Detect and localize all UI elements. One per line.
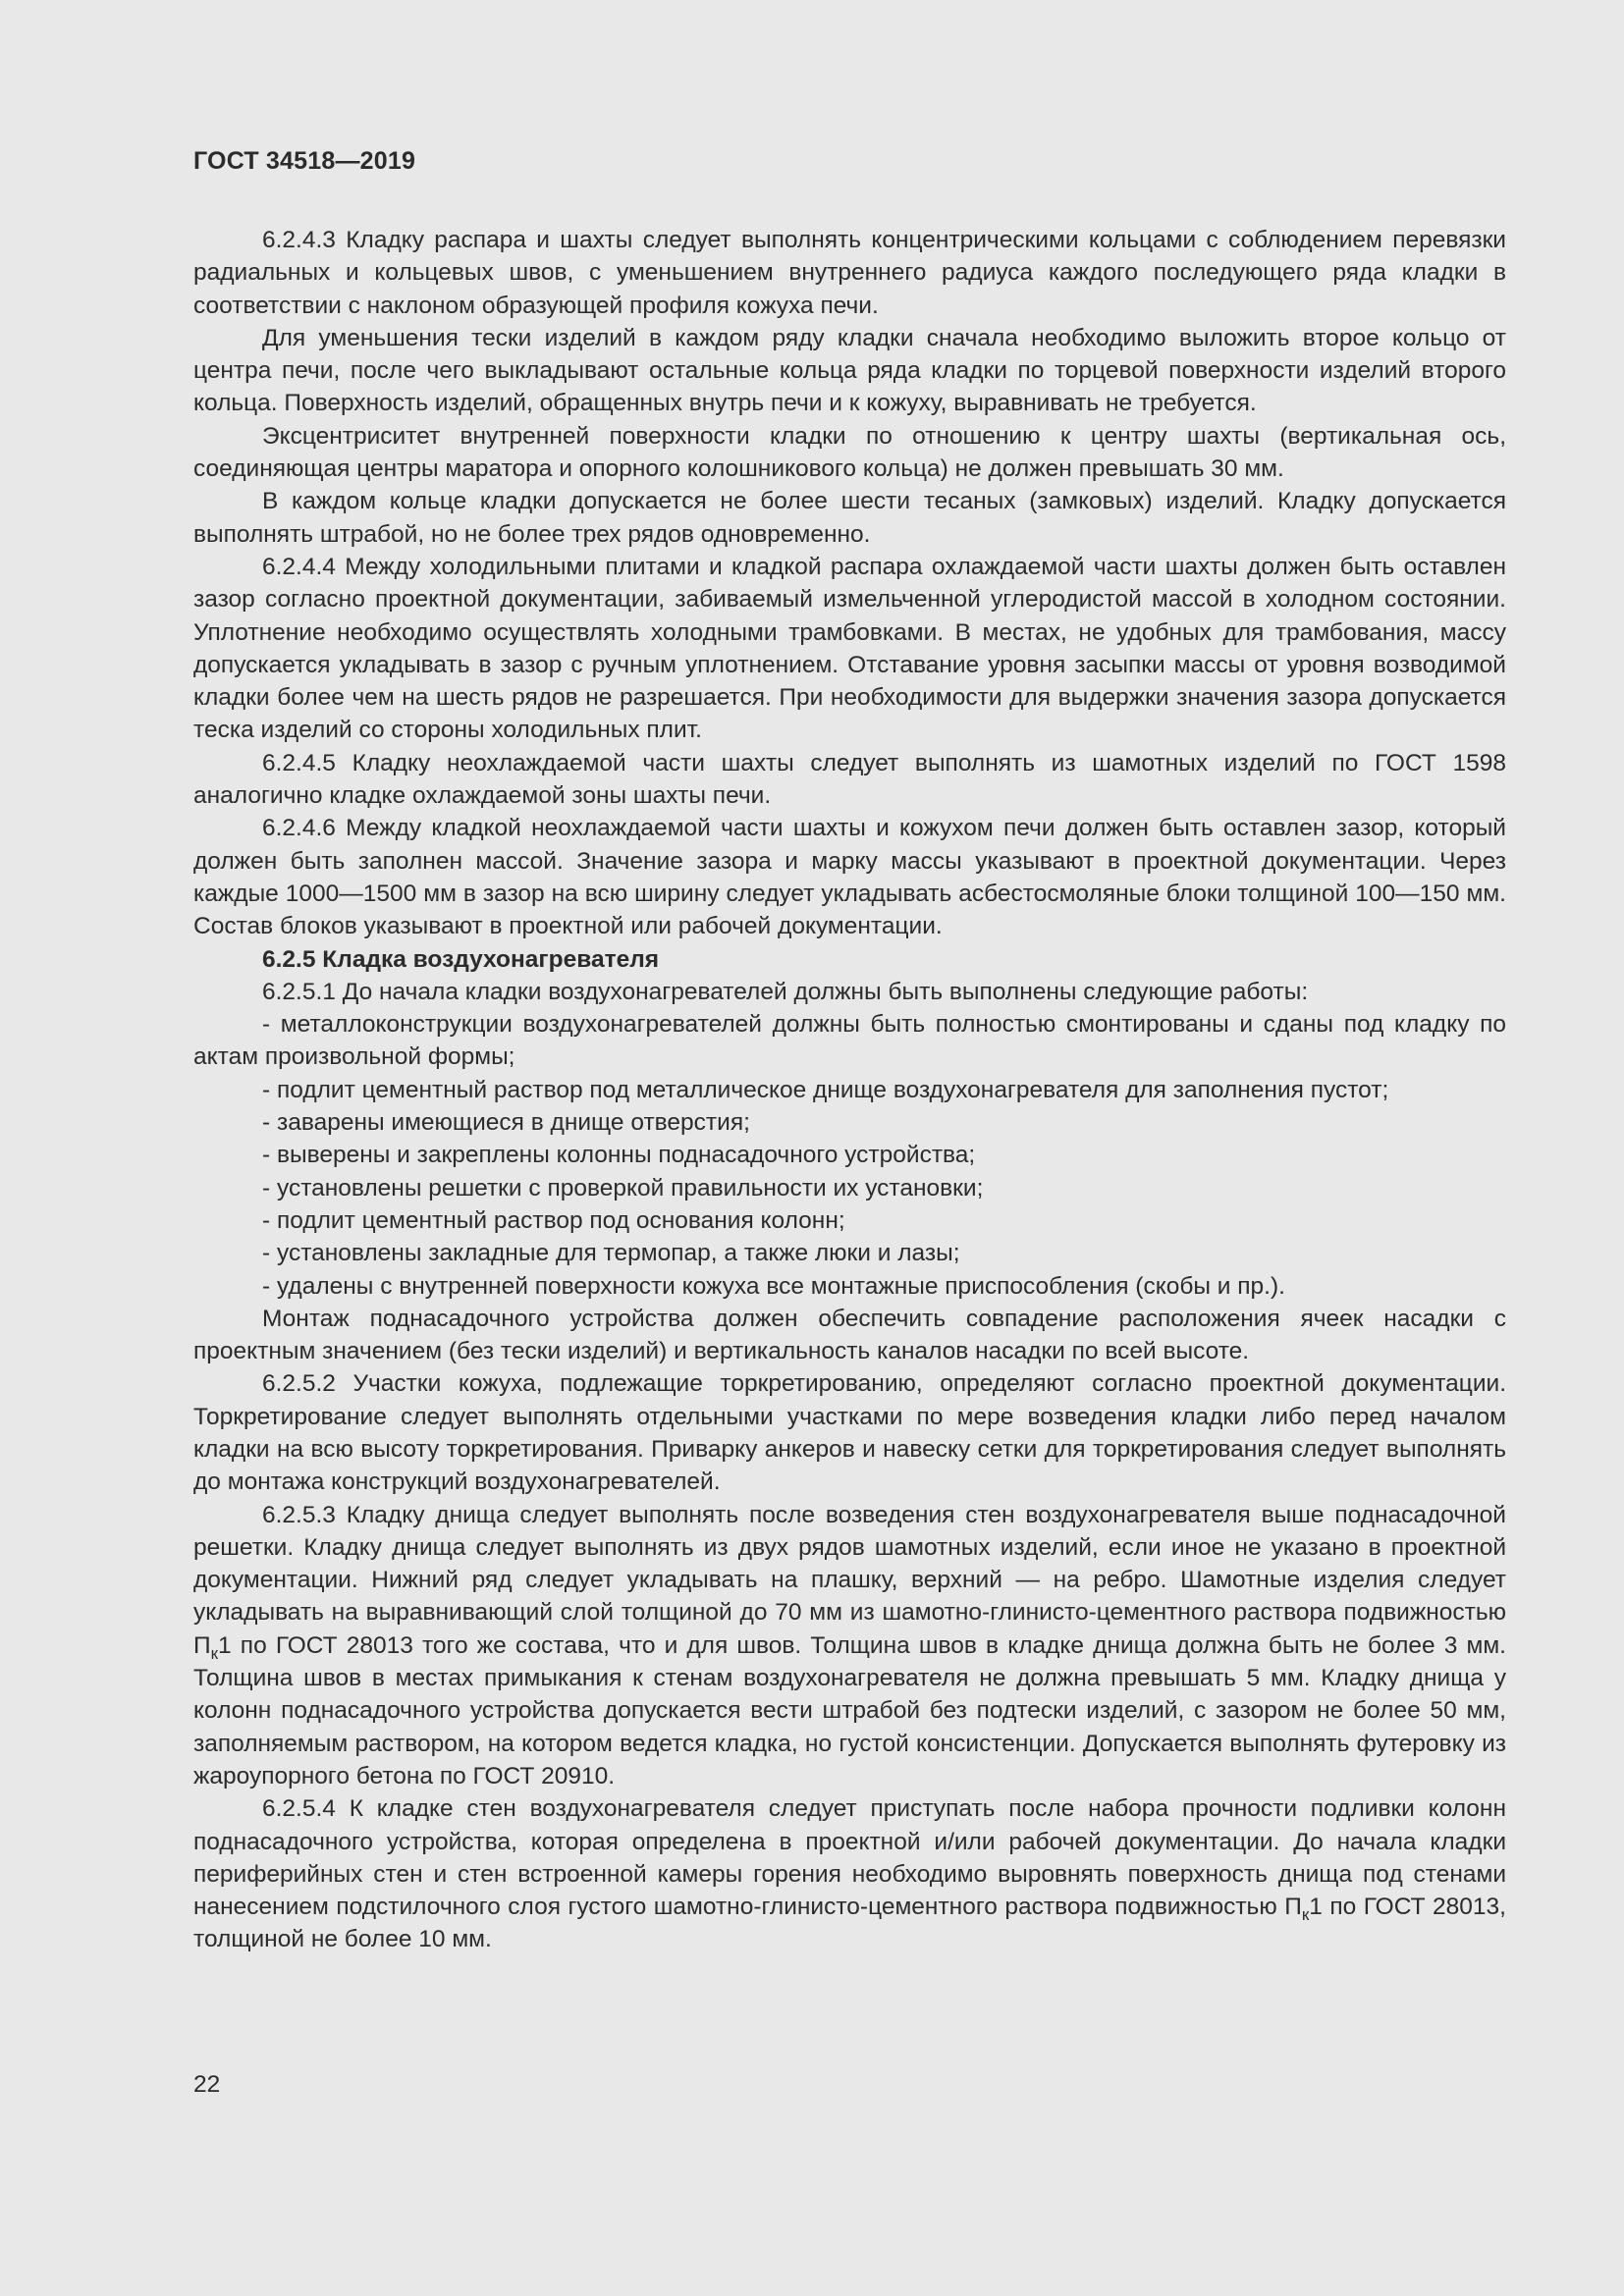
paragraph: Эксцентриситет внутренней поверхности кладки по отношению к центру шахты (вертикальная ось, соединяющая центры маратора и опорного колошникового кольца) не должен превышать 30 мм.	[193, 422, 1506, 483]
list-item: - металлоконструкции воздухонагревателей должны быть полностью смонтированы и сданы под кладку по актам произвольной формы;	[193, 1011, 1506, 1071]
list-item: - заварены имеющиеся в днище отверстия;	[262, 1109, 750, 1137]
section-heading-6-2-5: 6.2.5 Кладка воздухонагревателя	[262, 945, 660, 973]
document-body	[193, 224, 1506, 1956]
paragraph-6-2-5-1: 6.2.5.1 До начала кладки воздухонагревателей должны быть выполнены следующие работы:	[262, 978, 1309, 1005]
paragraph-6-2-4-4: 6.2.4.4 Между холодильными плитами и кладкой распара охлаждаемой части шахты должен быть оставлен зазор согласно проектной документации, забиваемый измельченной углеродистой массой в холодном состоянии. Уплотнение необходимо осуществлять холодными трамбовками. В местах, не удобных для трамбования, массу допускается укладывать в зазор с ручным уплотнением. Отставание уровня засыпки массы от уровня возводимой кладки более чем на шесть рядов не разрешается. При необходимости для выдержки значения зазора допускается теска изделий со стороны холодильных плит.	[193, 553, 1506, 744]
paragraph-6-2-5-4	[193, 1792, 1506, 1955]
paragraph: Монтаж поднасадочного устройства должен обеспечить совпадение расположения ячеек насадки с проектным значением (без тески изделий) и вертикальность каналов насадки по всей высоте.	[193, 1305, 1506, 1365]
paragraph-6-2-4-3: 6.2.4.3 Кладку распара и шахты следует выполнять концентрическими кольцами с соблюдением перевязки радиальных и кольцевых швов, с уменьшением внутреннего радиуса каждого последующего ряда кладки в соответствии с наклоном образующей профиля кожуха печи.	[193, 227, 1506, 319]
list-item: - подлит цементный раствор под основания колонн;	[262, 1206, 845, 1234]
list-item: - установлены решетки с проверкой правильности их установки;	[262, 1174, 984, 1201]
paragraph-6-2-4-5: 6.2.4.5 Кладку неохлаждаемой части шахты следует выполнять из шамотных изделий по ГОСТ 1598 аналогично кладке охлаждаемой зоны шахты печи.	[193, 749, 1506, 810]
list-item: - удалены с внутренней поверхности кожуха все монтажные приспособления (скобы и пр.).	[262, 1272, 1285, 1300]
paragraph: Для уменьшения тески изделий в каждом ряду кладки сначала необходимо выложить второе кольцо от центра печи, после чего выкладывают остальные кольца ряда кладки по торцевой поверхности изделий второго кольца. Поверхность изделий, обращенных внутрь печи и к кожуху, выравнивать не требуется.	[193, 324, 1506, 417]
subscript: к	[210, 1643, 219, 1663]
paragraph: В каждом кольце кладки допускается не более шести тесаных (замковых) изделий. Кладку допускается выполнять штрабой, но не более трех рядов одновременно.	[193, 488, 1506, 548]
paragraph-text: 6.2.5.4 К кладке стен воздухонагревателя следует приступать после набора прочности подливки колонн поднасадочного устройства, которая определена в проектной и/или рабочей документации. До начала кладки периферийных стен и стен встроенной камеры горения необходимо выровнять поверхность днища под стенами нанесением подстилочного слоя густого шамотно-глинисто-цементного раствора подвижностью П	[193, 1795, 1506, 1921]
paragraph-6-2-5-3	[193, 1499, 1506, 1793]
list-item: - выверены и закреплены колонны поднасадочного устройства;	[262, 1142, 976, 1169]
paragraph-text: 6.2.5.3 Кладку днища следует выполнять после возведения стен воздухонагревателя выше поднасадочной решетки. Кладку днища следует выполнять из двух рядов шамотных изделий, если иное не указано в проектной документации. Нижний ряд следует укладывать на плашку, верхний — на ребро. Шамотные изделия следует укладывать на выравнивающий слой толщиной до 70 мм из шамотно-глинисто-цементного раствора подвижностью П	[193, 1501, 1506, 1659]
list-item: - подлит цементный раствор под металлическое днище воздухонагревателя для заполнения пустот;	[262, 1076, 1389, 1103]
paragraph-6-2-4-6: 6.2.4.6 Между кладкой неохлаждаемой части шахты и кожухом печи должен быть оставлен зазор, который должен быть заполнен массой. Значение зазора и марку массы указывают в проектной документации. Через каждые 1000—1500 мм в зазор на всю ширину следует укладывать асбестосмоляные блоки толщиной 100—150 мм. Состав блоков указывают в проектной или рабочей документации.	[193, 815, 1506, 940]
subscript: к	[1301, 1905, 1310, 1925]
page-number: 22	[193, 2071, 221, 2098]
document-header: ГОСТ 34518—2019	[193, 147, 416, 175]
list-item: - установлены закладные для термопар, а также люки и лазы;	[262, 1240, 960, 1267]
paragraph-6-2-5-2: 6.2.5.2 Участки кожуха, подлежащие торкретированию, определяют согласно проектной документации. Торкретирование следует выполнять отдельными участками по мере возведения кладки либо перед началом кладки на всю высоту торкретирования. Приварку анкеров и навеску сетки для торкретирования следует выполнять до монтажа конструкций воздухонагревателей.	[193, 1370, 1506, 1496]
paragraph-text: 1 по ГОСТ 28013, толщиной не более 10 мм.	[193, 1894, 1506, 1953]
paragraph-text: 1 по ГОСТ 28013 того же состава, что и для швов. Толщина швов в кладке днища должна быть не более 3 мм. Толщина швов в местах примыкания к стенам воздухонагревателя не должна превышать 5 мм. Кладку днища у колонн поднасадочного устройства допускается вести штрабой без подтески изделий, с зазором не более 50 мм, заполняемым раствором, на котором ведется кладка, но густой консистенции. Допускается выполнять футеровку из жароупорного бетона по ГОСТ 20910.	[193, 1631, 1506, 1789]
